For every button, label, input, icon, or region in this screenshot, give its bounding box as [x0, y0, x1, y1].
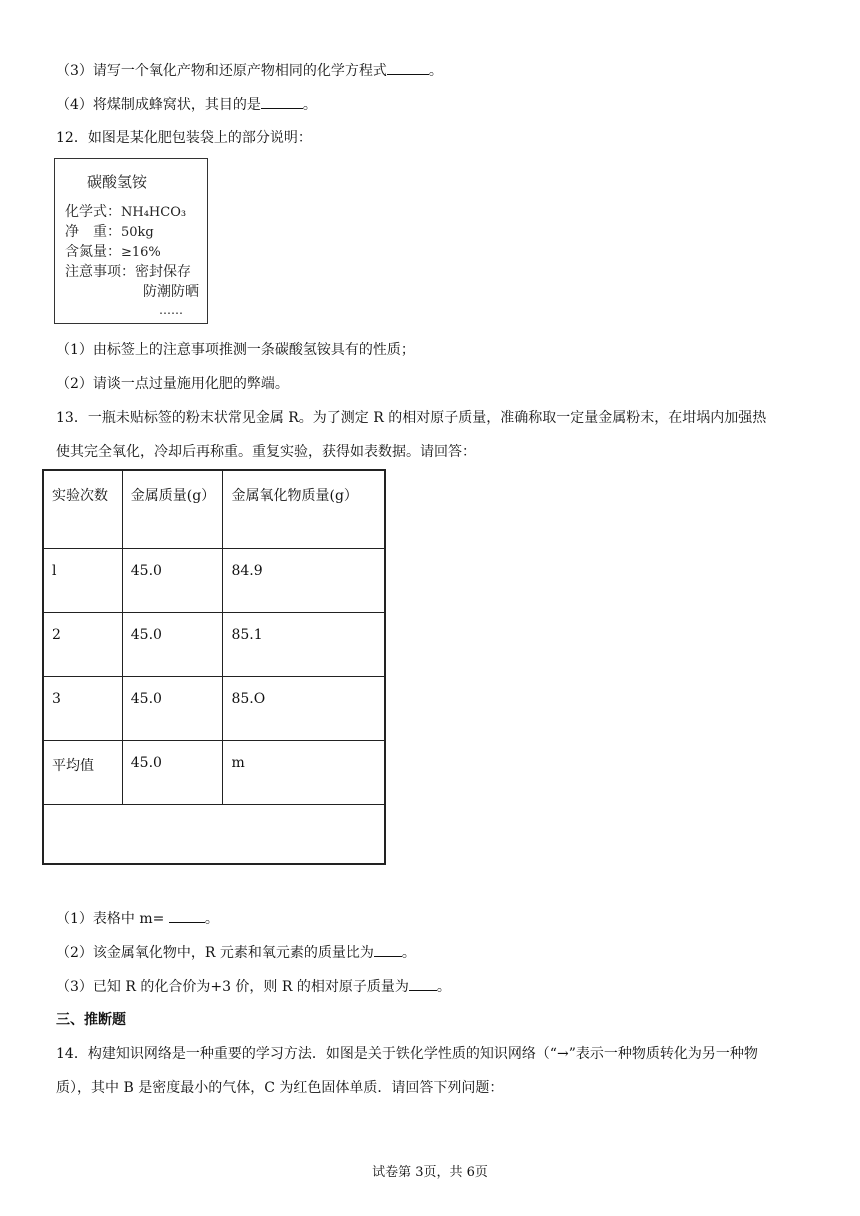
q13-1-text: （1）表格中 m=: [56, 911, 165, 927]
q12-2: （2）请谈一点过量施用化肥的弊端。: [56, 376, 289, 392]
q11-3-end: 。: [428, 63, 443, 79]
fertilizer-label-image: [54, 158, 208, 324]
q13-1-blank[interactable]: [169, 908, 205, 923]
q13-2-end: 。: [401, 945, 416, 961]
q13-3-end: 。: [436, 979, 451, 995]
table-row: [44, 613, 385, 677]
table-cell: 85.O: [223, 677, 385, 741]
label-notes: 注意事项：密封保存: [65, 264, 191, 280]
label-weight: 净 重：50kg: [65, 224, 154, 240]
q12-stem: 12．如图是某化肥包装袋上的部分说明：: [56, 130, 312, 146]
q13-1-line: [56, 908, 219, 929]
label-notes-2: 防潮防晒: [143, 284, 199, 300]
q11-3-line: [56, 60, 443, 81]
data-table: [43, 470, 385, 805]
table-header-cell: 金属质量(g）: [122, 471, 223, 549]
q13-3-text: （3）已知 R 的化合价为+3 价，则 R 的相对原子质量为: [56, 979, 409, 995]
q13-stem-1: 13．一瓶未贴标签的粉末状常见金属 R。为了测定 R 的相对原子质量，准确称取一定量金属粉末，在坩埚内加强热: [56, 410, 767, 426]
table-cell: 45.0: [122, 677, 223, 741]
page-footer: 试卷第 3页，共 6页: [372, 1165, 488, 1180]
q14-stem-2: 质），其中 B 是密度最小的气体，C 为红色固体单质．请回答下列问题：: [56, 1080, 504, 1096]
table-row: [44, 741, 385, 805]
q11-4-end: 。: [302, 97, 317, 113]
table-cell: l: [44, 549, 123, 613]
table-row: [44, 549, 385, 613]
table-header-cell: 实验次数: [44, 471, 123, 549]
table-cell: 平均值: [44, 741, 123, 805]
q13-1-end: 。: [204, 911, 219, 927]
label-ellipsis: ……: [159, 303, 183, 317]
q13-3-blank[interactable]: [409, 976, 437, 991]
q11-3-blank[interactable]: [387, 60, 429, 75]
table-cell: 3: [44, 677, 123, 741]
q11-4-line: [56, 94, 317, 115]
table-cell: 45.0: [122, 613, 223, 677]
label-formula: 化学式：NH₄HCO₃: [65, 204, 187, 220]
q12-1: （1）由标签上的注意事项推测一条碳酸氢铵具有的性质；: [56, 342, 415, 358]
q13-stem-2: 使其完全氧化，冷却后再称重。重复实验，获得如表数据。请回答：: [56, 444, 476, 460]
q11-4-text: （4）将煤制成蜂窝状，其目的是: [56, 97, 261, 113]
q13-3-line: [56, 976, 451, 997]
q11-3-text: （3）请写一个氧化产物和还原产物相同的化学方程式: [56, 63, 387, 79]
q11-4-blank[interactable]: [261, 94, 303, 109]
table-cell: 45.0: [122, 741, 223, 805]
table-cell: 2: [44, 613, 123, 677]
q13-2-text: （2）该金属氧化物中，R 元素和氧元素的质量比为: [56, 945, 374, 961]
q13-2-blank[interactable]: [374, 942, 402, 957]
section-heading: 三、推断题: [56, 1012, 126, 1028]
table-cell: m: [223, 741, 385, 805]
table-cell: 84.9: [223, 549, 385, 613]
table-header-cell: 金属氧化物质量(g）: [223, 471, 385, 549]
q14-stem-1: 14．构建知识网络是一种重要的学习方法．如图是关于铁化学性质的知识网络（“→”表示一种物质转化为另一种物: [56, 1046, 758, 1062]
label-nitrogen: 含氮量：≥16%: [65, 244, 161, 260]
table-cell: 45.0: [122, 549, 223, 613]
table-header-row: [44, 471, 385, 549]
q13-2-line: [56, 942, 416, 963]
table-cell: 85.1: [223, 613, 385, 677]
table-row: [44, 677, 385, 741]
label-title: 碳酸氢铵: [87, 173, 148, 191]
